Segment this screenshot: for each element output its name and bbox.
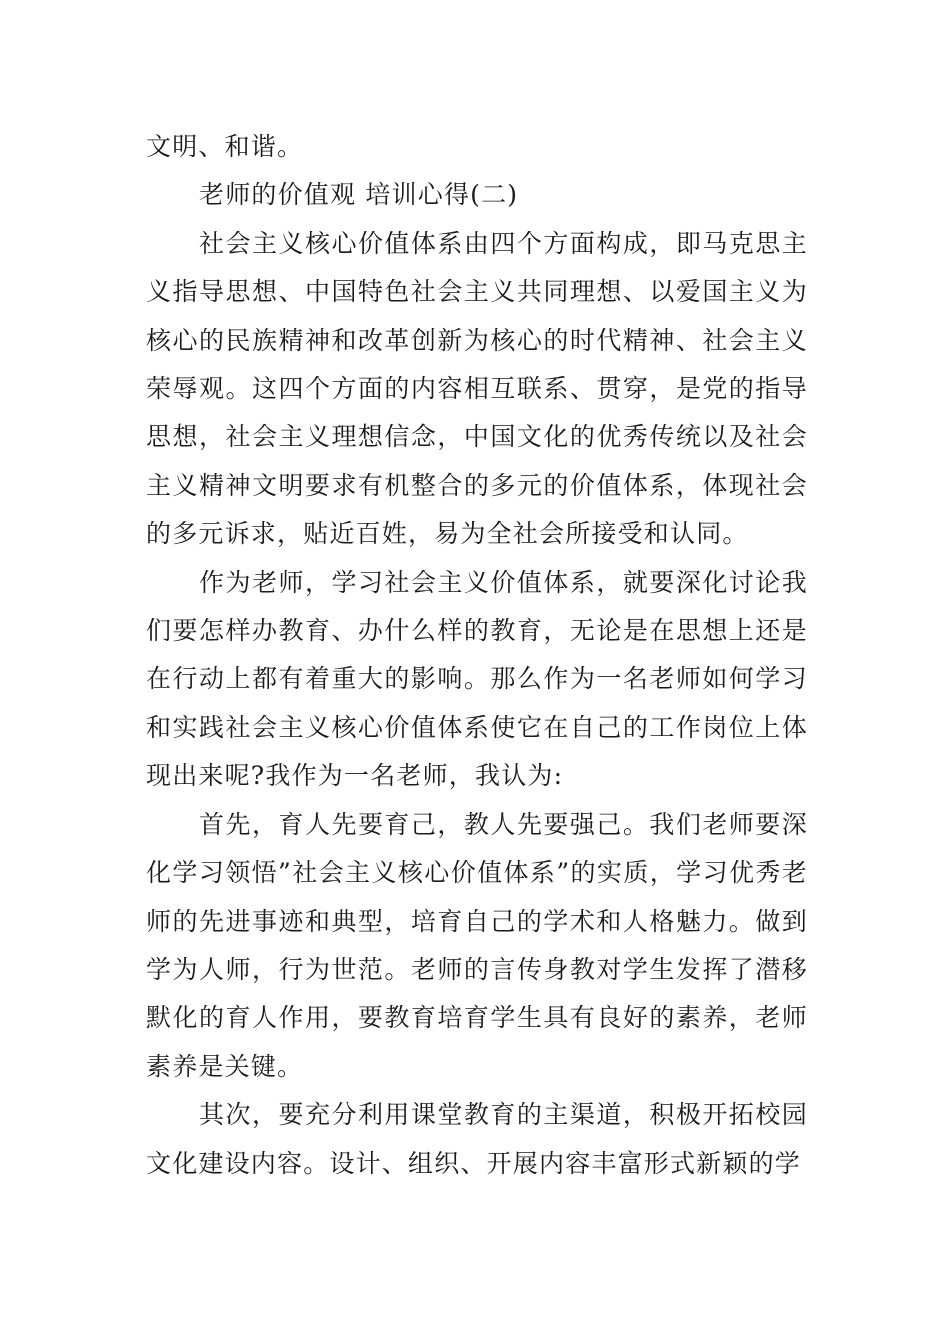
paragraph: 社会主义核心价值体系由四个方面构成，即马克思主义指导思想、中国特色社会主义共同理想、以爱国主义为核心的民族精神和改革创新为核心的时代精神、社会主义荣辱观。这四个方面的内容相互联系、贯穿，是党的指导思想，社会主义理想信念，中国文化的优秀传统以及社会主义精神文明要求有机整合的多元的价值体系，体现社会的多元诉求，贴近百姓，易为全社会所接受和认同。: [146, 228, 808, 549]
paragraph: 其次，要充分利用课堂教育的主渠道，积极开拓校园文化建设内容。设计、组织、开展内容丰富形式新颖的学: [146, 1100, 808, 1178]
paragraph: 作为老师，学习社会主义价值体系，就要深化讨论我们要怎样办教育、办什么样的教育，无论是在思想上还是在行动上都有着重大的影响。那么作为一名老师如何学习和实践社会主义核心价值体系使它在自己的工作岗位上体现出来呢?我作为一名老师，我认为:: [146, 567, 808, 791]
paragraph: 首先，育人先要育己，教人先要强己。我们老师要深化学习领悟”社会主义核心价值体系”的实质，学习优秀老师的先进事迹和典型，培育自己的学术和人格魅力。做到学为人师，行为世范。老师的言传身教对学生发挥了潜移默化的育人作用，要教育培育学生具有良好的素养，老师素养是关键。: [146, 809, 808, 1081]
section-heading: 老师的价值观 培训心得(二): [199, 180, 519, 210]
paragraph-continuation: 文明、和谐。: [146, 132, 304, 161]
document-body: [146, 123, 808, 1188]
